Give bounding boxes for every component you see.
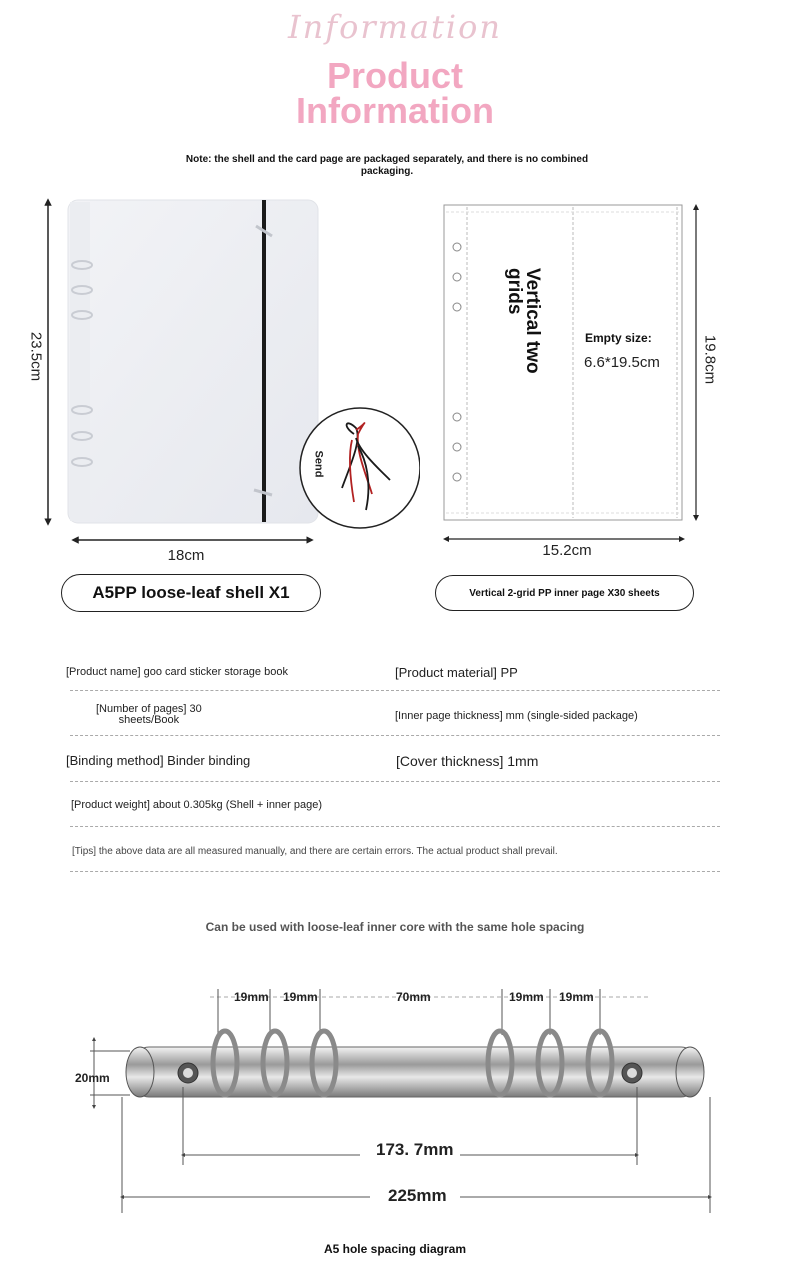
inner-length-label: 173. 7mm — [376, 1140, 454, 1159]
packaging-note: Note: the shell and the card page are packaged separately, and there is no combined packaging. — [185, 154, 589, 177]
spec-cover-thickness: [Cover thickness] 1mm — [396, 753, 539, 769]
shell-illustration — [20, 190, 420, 570]
vertical-two-grids-label — [505, 268, 541, 428]
vertical-label-line-1: Vertical two — [522, 268, 543, 374]
spacing-label-5: 19mm — [559, 990, 594, 1004]
spec-tips: [Tips] the above data are all measured manually, and there are certain errors. The actual product shall prevail. — [72, 846, 558, 857]
spacing-label-3: 70mm — [396, 990, 431, 1004]
inner-page-pill-label: Vertical 2-grid PP inner page X30 sheets — [435, 575, 694, 611]
spacing-label-2: 19mm — [283, 990, 318, 1004]
title-line-2: Information — [296, 90, 494, 131]
inner-height-label: 19.8cm — [701, 334, 719, 385]
diagram-caption: A5 hole spacing diagram — [323, 1242, 467, 1256]
spacing-label-1: 19mm — [234, 990, 269, 1004]
shell-cover — [68, 200, 318, 523]
vertical-label-line-2: grids — [504, 268, 525, 315]
send-label: Send — [312, 450, 325, 478]
spec-product-weight: [Product weight] about 0.305kg (Shell + inner page) — [71, 799, 323, 811]
spec-binding-method: [Binding method] Binder binding — [66, 753, 251, 768]
divider — [70, 871, 720, 872]
title-line-1: Product — [326, 55, 463, 96]
divider — [70, 735, 720, 736]
spec-inner-thickness: [Inner page thickness] mm (single-sided package) — [395, 710, 638, 722]
shell-pill-label: A5PP loose-leaf shell X1 — [61, 574, 321, 612]
empty-size-value: 6.6*19.5cm — [584, 354, 660, 371]
inner-width-label: 15.2cm — [542, 542, 592, 559]
divider — [70, 826, 720, 827]
elastic-band — [262, 200, 266, 522]
spec-product-material: [Product material] PP — [395, 665, 518, 680]
inner-page-illustration — [430, 195, 730, 550]
script-title: Information — [287, 8, 503, 46]
spec-number-of-pages — [96, 704, 202, 726]
compat-note: Can be used with loose-leaf inner core with the same hole spacing — [205, 920, 585, 934]
spec-pages-line-2: sheets/Book — [118, 714, 180, 726]
divider — [70, 781, 720, 782]
shell-width-label: 18cm — [167, 547, 205, 564]
page-title — [0, 55, 790, 131]
divider — [70, 690, 720, 691]
bar-height-label: 20mm — [75, 1071, 110, 1085]
shell-height-label: 23.5cm — [27, 331, 45, 382]
spec-pages-line-1: [Number of pages] 30 — [96, 703, 202, 715]
total-length-label: 225mm — [388, 1186, 447, 1205]
spec-product-name: [Product name] goo card sticker storage book — [66, 666, 288, 678]
empty-size-label: Empty size: — [585, 331, 652, 345]
spacing-label-4: 19mm — [509, 990, 544, 1004]
